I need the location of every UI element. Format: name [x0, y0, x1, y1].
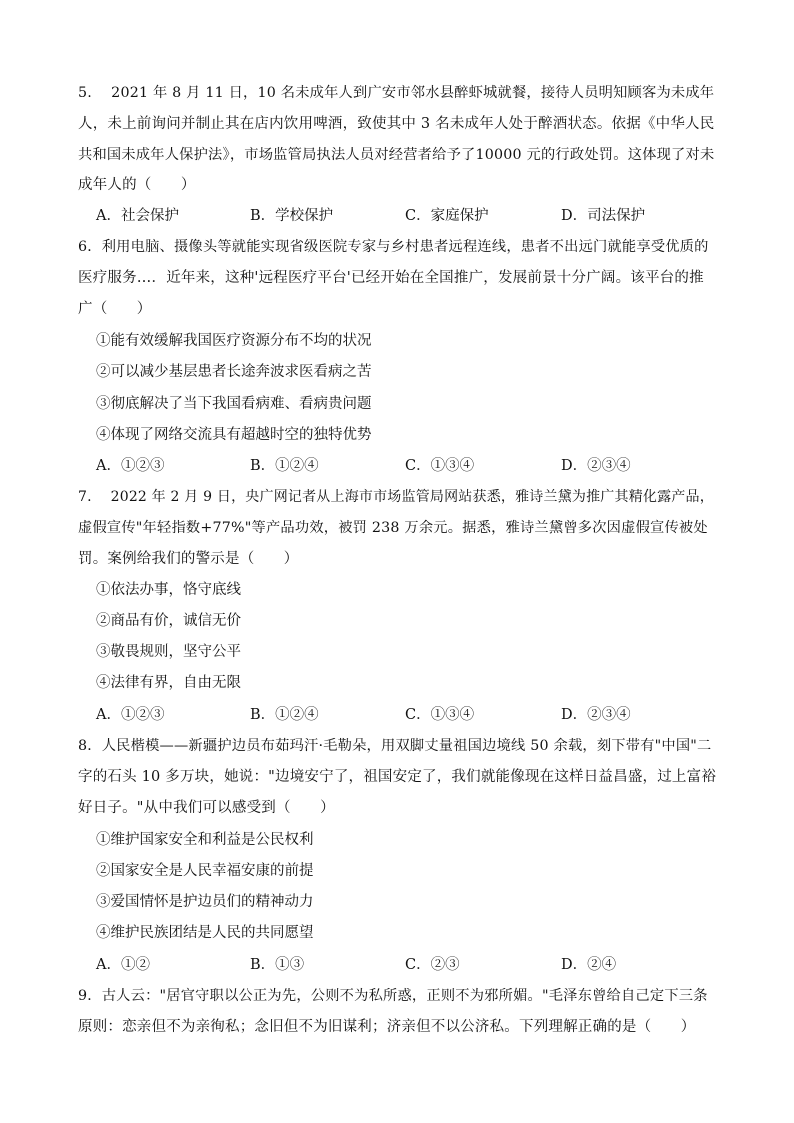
q5-line-3: 共和国未成年人保护法》，市场监管局执法人员对经营者给予了10000 元的行政处罚。这体现了对未 — [78, 147, 715, 163]
q6-choice-a: A．①②③ — [96, 458, 165, 474]
q8-choice-c: C．②③ — [405, 957, 460, 973]
q8-line-2: 字的石头 10 多万块，她说："边境安宁了，祖国安定了，我们就能像现在这样日益昌盛，过上富裕 — [78, 769, 717, 785]
q7-choice-a: A．①②③ — [96, 707, 165, 723]
q5-choice-c: C．家庭保护 — [405, 208, 489, 224]
q7-choice-c: C．①③④ — [405, 707, 475, 723]
q5-choice-d: D．司法保护 — [561, 208, 646, 224]
q5-choice-b: B．学校保护 — [250, 208, 334, 224]
q8-line-3: 好日子。"从中我们可以感受到（ ） — [78, 800, 335, 816]
q6-choices — [96, 456, 696, 476]
q6-choice-c: C．①③④ — [405, 458, 475, 474]
q8-statement-4: ④维护民族团结是人民的共同愿望 — [96, 925, 314, 941]
q8-statement-1: ①维护国家安全和利益是公民权利 — [96, 832, 314, 848]
q7-choice-d: D．②③④ — [561, 707, 631, 723]
q7-statement-4: ④法律有界，自由无限 — [96, 675, 241, 691]
q8-statement-2: ②国家安全是人民幸福安康的前提 — [96, 863, 314, 879]
q7-line-3: 罚。案例给我们的警示是（ ） — [78, 551, 299, 567]
q7-statement-1: ①依法办事，恪守底线 — [96, 582, 241, 598]
q8-line-1: 8．人民楷模——新疆护边员布茹玛汗·毛勒朵，用双脚丈量祖国边境线 50 余载，刻下带有"中国"二 — [78, 738, 712, 754]
q6-statement-3: ③彻底解决了当下我国看病难、看病贵问题 — [96, 396, 372, 412]
q7-line-1: 7. 2022 年 2 月 9 日，央广网记者从上海市市场监管局网站获悉，雅诗兰黛为推广其精化露产品， — [78, 489, 714, 505]
q6-line-2: 医疗服务…．近年来，这种'远程医疗平台'已经开始在全国推广，发展前景十分广阔。该平台的推 — [78, 270, 704, 286]
q8-choice-b: B．①③ — [250, 957, 305, 973]
q5-line-4: 成年人的（ ） — [78, 177, 196, 193]
q7-line-2: 虚假宣传"年轻指数+77%"等产品功效，被罚 238 万余元。据悉，雅诗兰黛曾多次因虚假宣传被处 — [78, 520, 708, 536]
q9-line-2: 原则：恋亲但不为亲徇私；念旧但不为旧谋利；济亲但不以公济私。下列理解正确的是（ ） — [78, 1019, 696, 1035]
q6-statement-2: ②可以减少基层患者长途奔波求医看病之苦 — [96, 364, 372, 380]
q8-choices — [96, 955, 696, 975]
q6-line-3: 广（ ） — [78, 301, 152, 317]
q5-line-1: 5. 2021 年 8 月 11 日，10 名未成年人到广安市邻水县醉虾城就餐，接待人员明知顾客为未成年 — [78, 85, 715, 101]
q5-line-2: 人，未上前询问并制止其在店内饮用啤酒，致使其中 3 名未成年人处于醉酒状态。依据《中华人民 — [78, 116, 715, 132]
q7-statement-3: ③敬畏规则，坚守公平 — [96, 644, 241, 660]
q8-choice-a: A．①② — [96, 957, 150, 973]
q7-choice-b: B．①②④ — [250, 707, 319, 723]
q7-choices — [96, 705, 696, 725]
q6-choice-d: D．②③④ — [561, 458, 631, 474]
q6-statement-4: ④体现了网络交流具有超越时空的独特优势 — [96, 427, 372, 443]
q8-statement-3: ③爱国情怀是护边员们的精神动力 — [96, 894, 314, 910]
q9-line-1: 9．古人云："居官守职以公正为先，公则不为私所惑，正则不为邪所媚。"毛泽东曾给自己定下三条 — [78, 988, 708, 1004]
q6-choice-b: B．①②④ — [250, 458, 319, 474]
q5-choice-a: A．社会保护 — [96, 208, 179, 224]
q8-choice-d: D．②④ — [561, 957, 617, 973]
q6-statement-1: ①能有效缓解我国医疗资源分布不均的状况 — [96, 333, 372, 349]
q6-line-1: 6．利用电脑、摄像头等就能实现省级医院专家与乡村患者远程连线，患者不出远门就能享受优质的 — [78, 239, 709, 255]
q7-statement-2: ②商品有价，诚信无价 — [96, 613, 241, 629]
q5-choices — [96, 206, 696, 226]
